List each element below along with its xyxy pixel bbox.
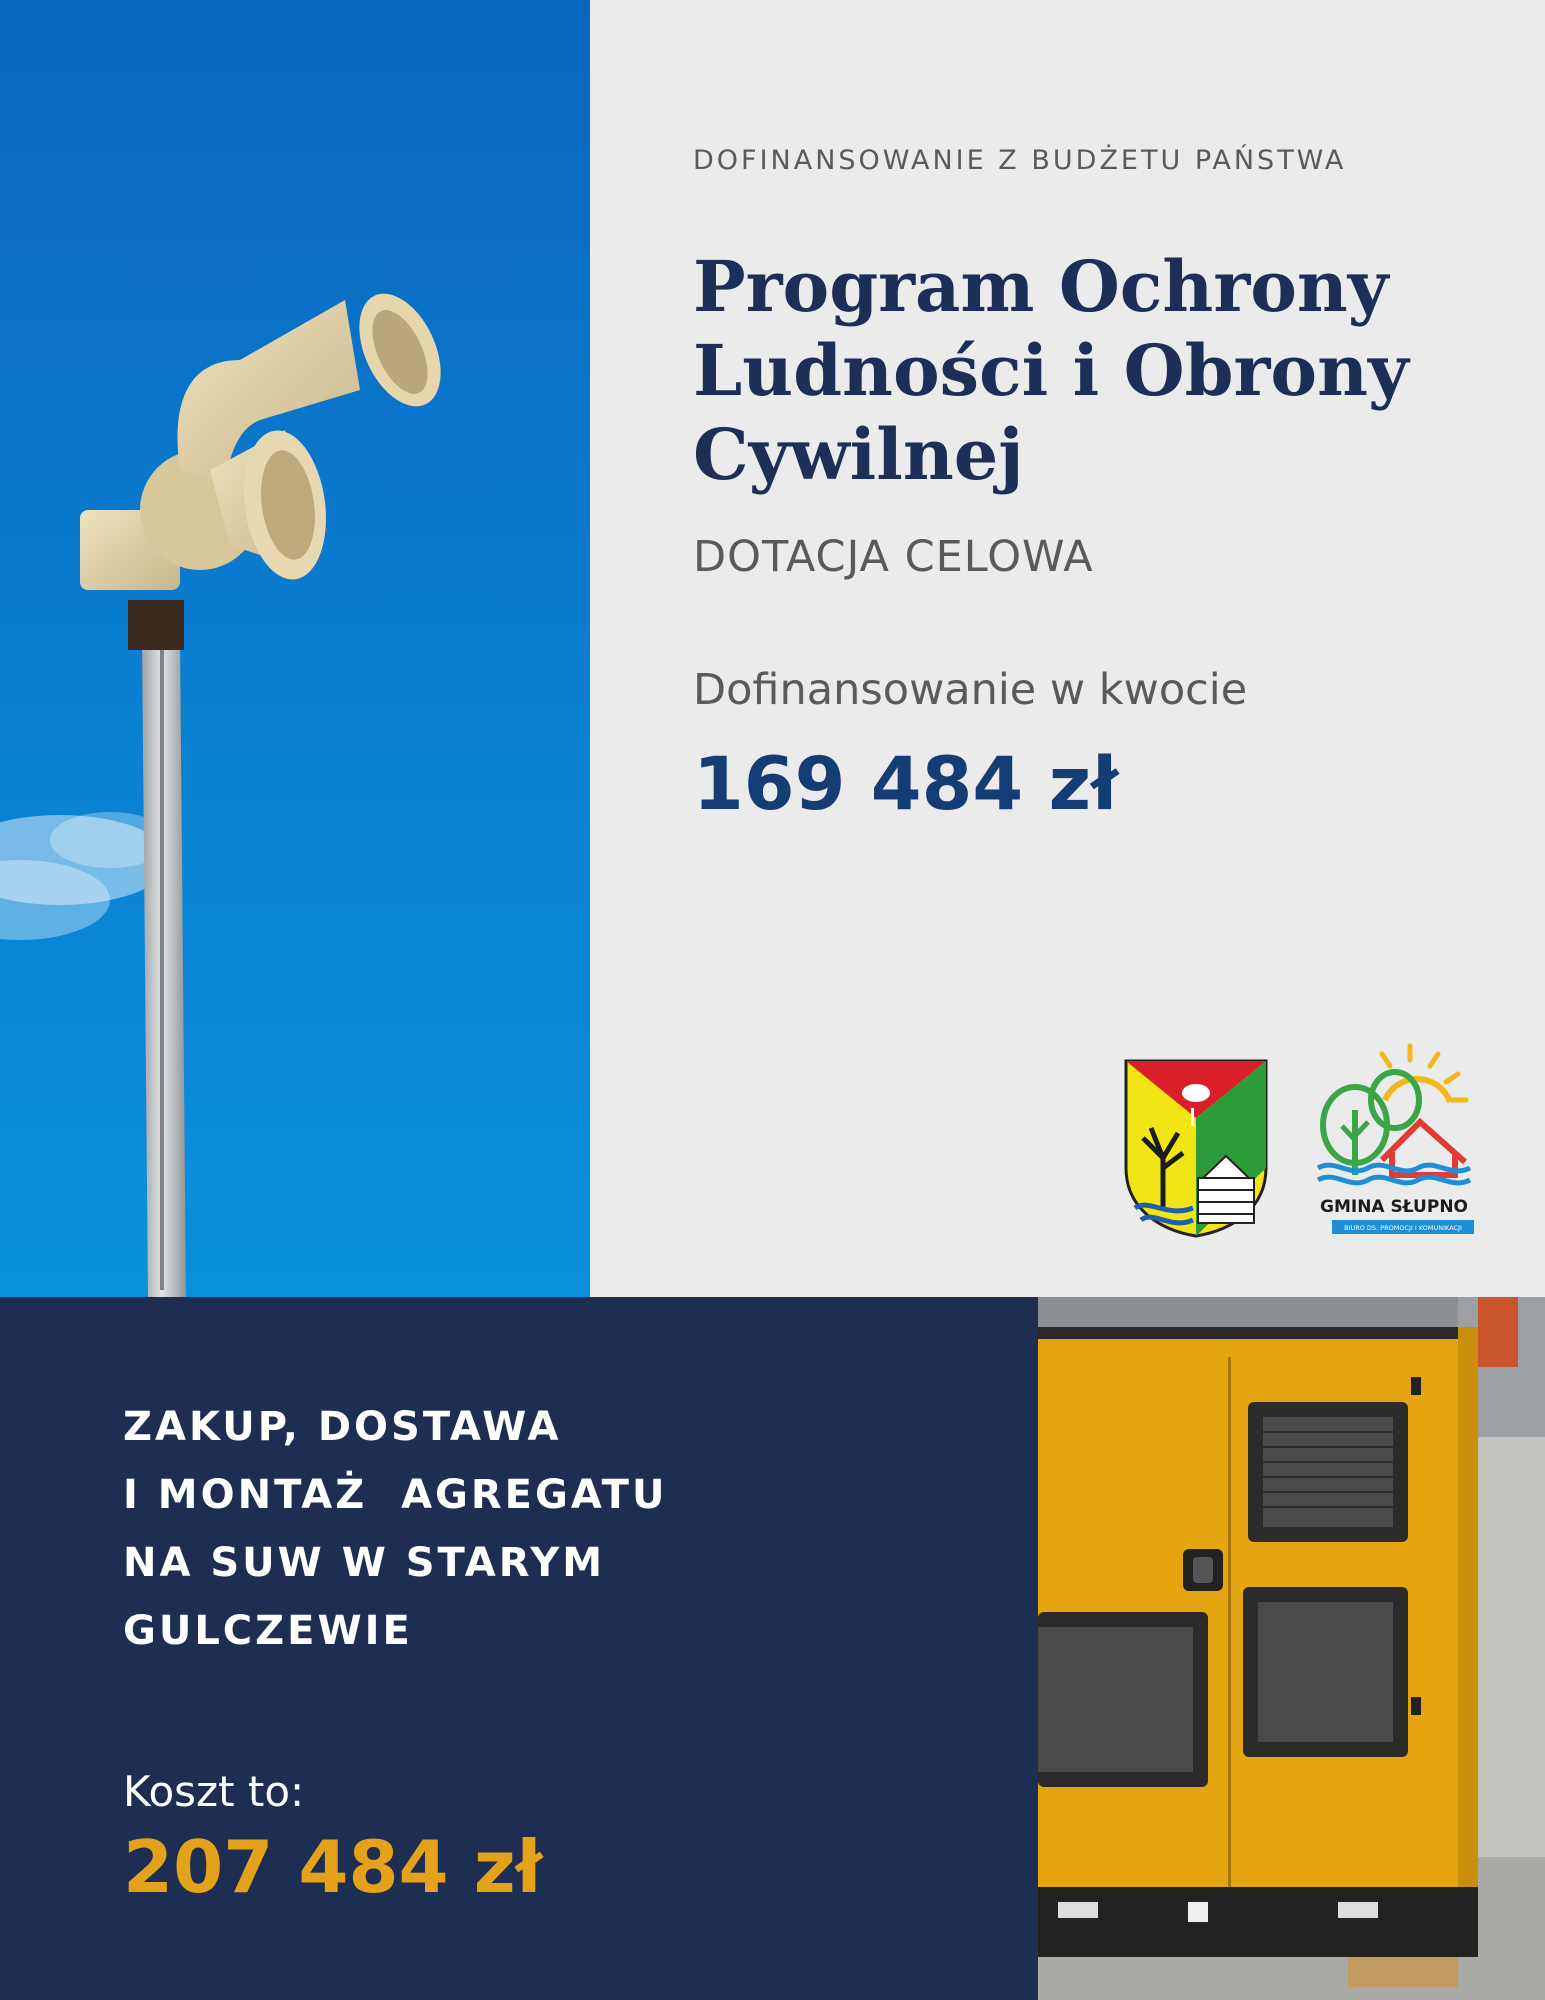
program-title-line: Ludności i Obrony bbox=[693, 329, 1409, 412]
task-description bbox=[123, 1393, 823, 1665]
funding-amount-label: Dofinansowanie w kwocie bbox=[693, 665, 1248, 715]
task-line: ZAKUP, DOSTAWA bbox=[123, 1404, 562, 1450]
program-title bbox=[693, 245, 1493, 497]
gmina-subtitle: BIURO DS. PROMOCJI I KOMUNIKACJI bbox=[1344, 1224, 1462, 1232]
task-line: I MONTAŻ AGREGATU bbox=[123, 1472, 668, 1518]
program-title-line: Cywilnej bbox=[693, 413, 1024, 496]
siren-photo bbox=[0, 0, 590, 1297]
task-line: NA SUW W STARYM bbox=[123, 1540, 606, 1586]
funding-amount-value: 169 484 zł bbox=[693, 742, 1119, 827]
coat-of-arms-icon bbox=[1123, 1058, 1269, 1242]
program-title-line: Program Ochrony bbox=[693, 245, 1389, 328]
grant-type-label: DOTACJA CELOWA bbox=[693, 532, 1094, 582]
task-line: GULCZEWIE bbox=[123, 1608, 413, 1654]
cost-value: 207 484 zł bbox=[123, 1825, 543, 1909]
gmina-slupno-logo bbox=[1310, 1040, 1480, 1244]
funding-source-label: DOFINANSOWANIE Z BUDŻETU PAŃSTWA bbox=[693, 145, 1347, 176]
gmina-name: GMINA SŁUPNO bbox=[1320, 1197, 1468, 1217]
info-panel bbox=[590, 0, 1545, 1297]
cost-label: Koszt to: bbox=[123, 1767, 305, 1816]
generator-photo bbox=[1038, 1297, 1545, 2000]
task-panel bbox=[0, 1297, 1038, 2000]
